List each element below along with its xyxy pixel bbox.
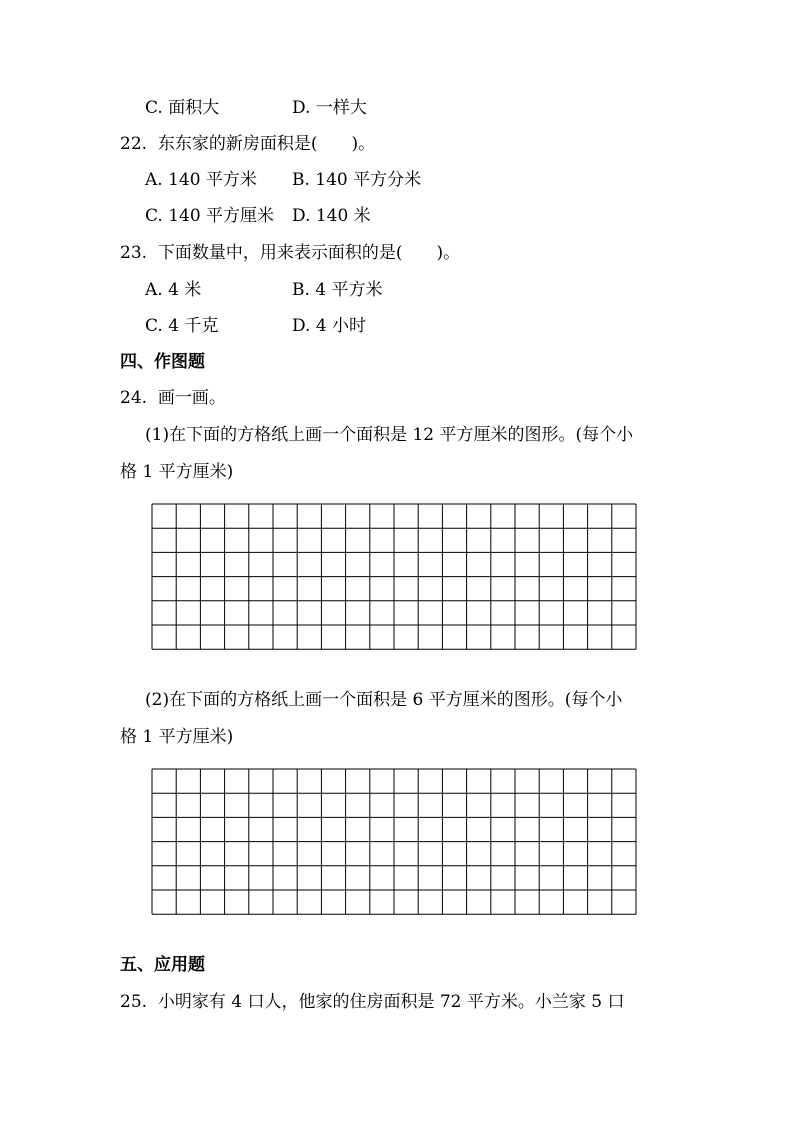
q22-stem: 22. 东东家的新房面积是( )。 [120, 134, 376, 154]
q23-option-a: A. 4 米 [145, 280, 202, 300]
grid-paper-2[interactable] [151, 768, 639, 931]
section-title-application: 五、应用题 [120, 955, 205, 975]
q22-option-d: D. 140 米 [292, 206, 371, 226]
q25-stem: 25. 小明家有 4 口人，他家的住房面积是 72 平方米。小兰家 5 口 [120, 992, 625, 1012]
q22-option-c: C. 140 平方厘米 [145, 206, 275, 226]
q23-option-d: D. 4 小时 [292, 316, 367, 336]
q22-option-a: A. 140 平方米 [145, 170, 257, 190]
q24-part2-text: (2)在下面的方格纸上画一个面积是 6 平方厘米的图形。(每个小 [145, 690, 623, 710]
q24-part1-text: (1)在下面的方格纸上画一个面积是 12 平方厘米的图形。(每个小 [145, 425, 634, 445]
q22-option-b: B. 140 平方分米 [292, 170, 422, 190]
grid-paper-1[interactable] [151, 503, 639, 666]
q24-stem: 24. 画一画。 [120, 388, 226, 408]
q21-option-c: C. 面积大 [145, 98, 220, 118]
q23-stem: 23. 下面数量中，用来表示面积的是( )。 [120, 243, 461, 263]
q23-option-c: C. 4 千克 [145, 316, 219, 336]
q23-option-b: B. 4 平方米 [292, 280, 383, 300]
section-title-drawing: 四、作图题 [120, 352, 205, 372]
q21-option-d: D. 一样大 [292, 98, 367, 118]
q24-part1-text-cont: 格 1 平方厘米) [120, 462, 234, 482]
q24-part2-text-cont: 格 1 平方厘米) [120, 727, 234, 747]
